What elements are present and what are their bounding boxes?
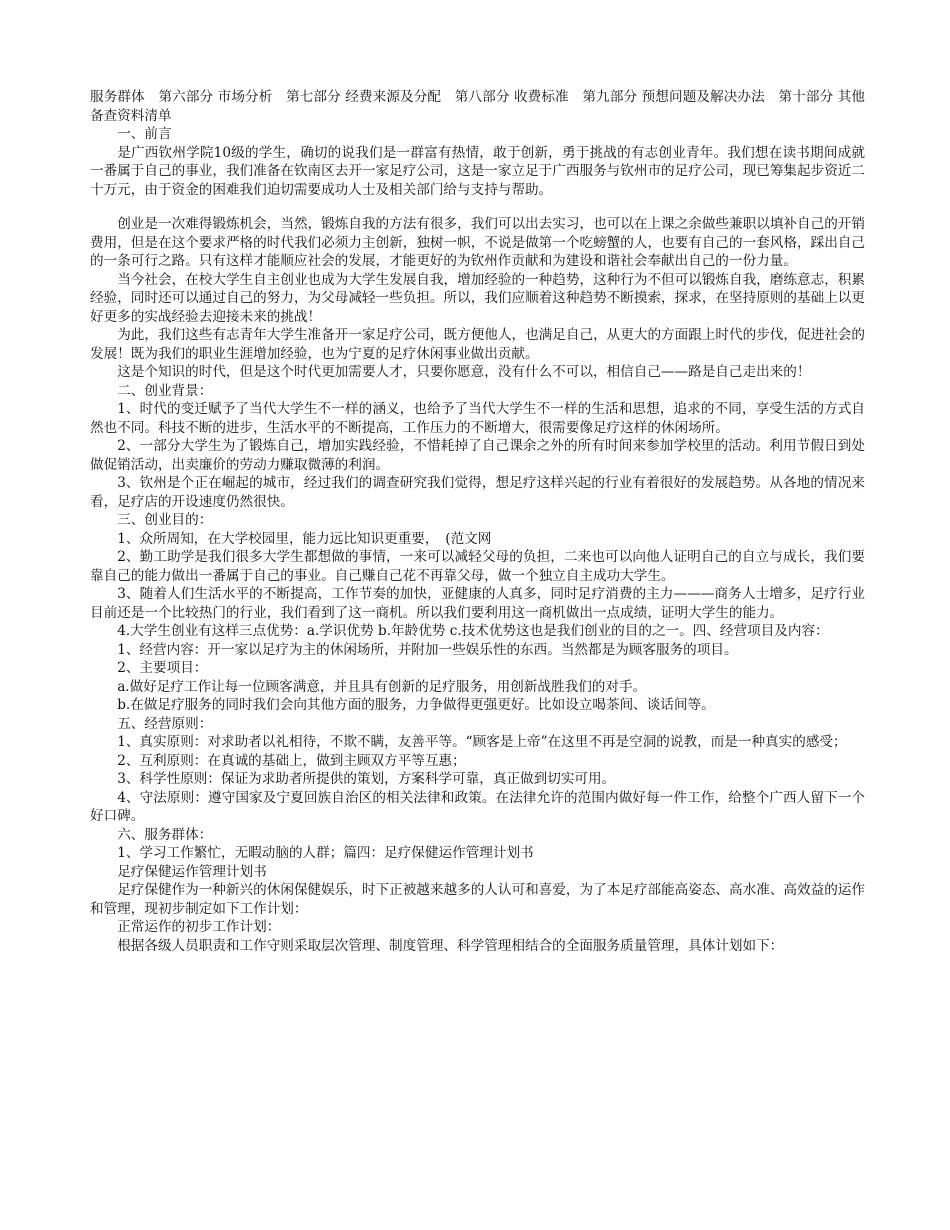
paragraph-plan: 为此，我们这些有志青年大学生准备开一家足疗公司，既方便他人，也满足自己，从更大的方面跟上时代的步伐，促进社会的发展！既为我们的职业生涯增加经验，也为宁夏的足疗休闲事业做出贡献。 xyxy=(90,327,865,362)
list-item: 1、经营内容：开一家以足疗为主的休闲场所，并附加一些娱乐性的东西。当然都是为顾客服务的项目。 xyxy=(117,641,738,658)
paragraph-initial-plan-heading: 正常运作的初步工作计划： xyxy=(117,919,281,935)
section-heading-principles: 五、经营原则： xyxy=(117,715,213,732)
paragraph-management-intro: 足疗保健作为一种新兴的休闲保健娱乐，时下正被越来越多的人认可和喜爱，为了本足疗部能高姿态、高水准、高效益的运作和管理，现初步制定如下工作计划： xyxy=(90,882,865,917)
list-item: 2、主要项目： xyxy=(117,660,208,676)
section-heading-service-group: 六、服务群体： xyxy=(117,826,213,843)
paragraph-plan-details: 根据各级人员职责和工作守则采取层次管理、制度管理、科学管理相结合的全面服务质量管理，具体计划如下： xyxy=(117,937,784,954)
list-item: 4、守法原则：遵守国家及宁夏回族自治区的相关法律和政策。在法律允许的范围内做好每一件工作，给整个广西人留下一个好口碑。 xyxy=(90,789,865,824)
paragraph-motto: 这是个知识的时代，但是这个时代更加需要人才，只要你愿意，没有什么不可以，相信自己——路是自己走出来的！ xyxy=(117,364,811,380)
list-item: 2、互利原则：在真诚的基础上，做到主顾双方平等互惠； xyxy=(117,752,466,769)
list-item: 2、勤工助学是我们很多大学生都想做的事情，一来可以减轻父母的负担，二来也可以向他人证明自己的自立与成长，我们要靠自己的能力做出一番属于自己的事业。自己赚自己花不再靠父母，做一个独立自主成功大学生。 xyxy=(90,549,865,584)
list-item: 4.大学生创业有这样三点优势：a.学识优势 b.年龄优势 c.技术优势这也是我们创业的目的之一。四、经营项目及内容： xyxy=(117,623,829,639)
paragraph-opportunity: 创业是一次难得锻炼机会，当然，锻炼自我的方法有很多，我们可以出去实习，也可以在上课之余做些兼职以填补自己的开销费用，但是在这个要求严格的时代我们必须力主创新，独树一帜，不说是做第一个吃螃蟹的人，也要有自己的一套风格，踩出自己的一条可行之路。只有这样才能顺应社会的发展，才能更好的为钦州作贡献和为建设和谐社会奉献出自己的一份力量。 xyxy=(90,216,865,269)
list-item: 1、众所周知，在大学校园里，能力远比知识更重要， (范文网 xyxy=(117,530,492,547)
list-item: 3、科学性原则：保证为求助者所提供的策划，方案科学可靠，真正做到切实可用。 xyxy=(117,771,616,787)
paragraph-trend: 当今社会，在校大学生自主创业也成为大学生发展自我，增加经验的一种趋势，这种行为不但可以锻炼自我，磨练意志，积累经验，同时还可以通过自己的努力，为父母减轻一些负担。所以，我们应顺着这种趋势不断摸索，探求，在坚持原则的基础上以更好更多的实战经验去迎接未来的挑战！ xyxy=(90,271,865,325)
list-item: 2、一部分大学生为了锻炼自己，增加实践经验，不惜耗掉了自己课余之外的所有时间来参加学校里的活动。利用节假日到处做促销活动，出卖廉价的劳动力赚取微薄的利润。 xyxy=(90,438,865,473)
section-heading-background: 二、创业背景： xyxy=(117,382,213,399)
list-item: a.做好足疗工作让每一位顾客满意，并且具有创新的足疗服务，用创新战胜我们的对手。 xyxy=(117,678,647,695)
table-of-contents-line: 服务群体 第六部分 市场分析 第七部分 经费来源及分配 第八部分 收费标准 第九部分 预想问题及解决办法 第十部分 其他 备查资料清单 xyxy=(90,89,879,124)
list-item: 1、学习工作繁忙，无暇动脑的人群；篇四：足疗保健运作管理计划书 xyxy=(117,845,534,861)
section-heading-purpose: 三、创业目的： xyxy=(117,512,213,528)
paragraph-intro: 是广西钦州学院10级的学生，确切的说我们是一群富有热情，敢于创新，勇于挑战的有志创业青年。我们想在读书期间成就一番属于自己的事业，我们准备在钦南区去开一家足疗公司，这是一家立足于广西服务与钦州市的足疗公司，现已筹集起步资近二十万元，由于资金的困难我们迫切需要成功人士及相关部门给与支持与帮助。 xyxy=(90,144,865,198)
list-item: 1、时代的变迁赋予了当代大学生不一样的涵义，也给予了当代大学生不一样的生活和思想，追求的不同，享受生活的方式自然也不同。科技不断的进步，生活水平的不断提高，工作压力的不断增大，很需要像足疗这样的休闲场所。 xyxy=(90,401,865,436)
section-heading-preface: 一、前言 xyxy=(117,126,172,142)
list-item: b.在做足疗服务的同时我们会向其他方面的服务，力争做得更强更好。比如设立喝茶间、谈话间等。 xyxy=(117,697,715,713)
list-item: 3、随着人们生活水平的不断提高，工作节奏的加快，亚健康的人真多，同时足疗消费的主力———商务人士增多，足疗行业目前还是一个比较热门的行业，我们看到了这一商机。所以我们要利用这一商机做出一点成绩，证明大学生的能力。 xyxy=(90,586,865,621)
list-item: 3、钦州是个正在崛起的城市，经过我们的调查研究我们觉得，想足疗这样兴起的行业有着很好的发展趋势。从各地的情况来看，足疗店的开设速度仍然很快。 xyxy=(90,475,865,510)
document-page xyxy=(90,88,879,955)
section-heading-management-plan: 足疗保健运作管理计划书 xyxy=(117,863,267,880)
list-item: 1、真实原则：对求助者以礼相待，不欺不瞒，友善平等。“顾客是上帝”在这里不再是空洞的说教，而是一种真实的感受； xyxy=(117,734,847,750)
